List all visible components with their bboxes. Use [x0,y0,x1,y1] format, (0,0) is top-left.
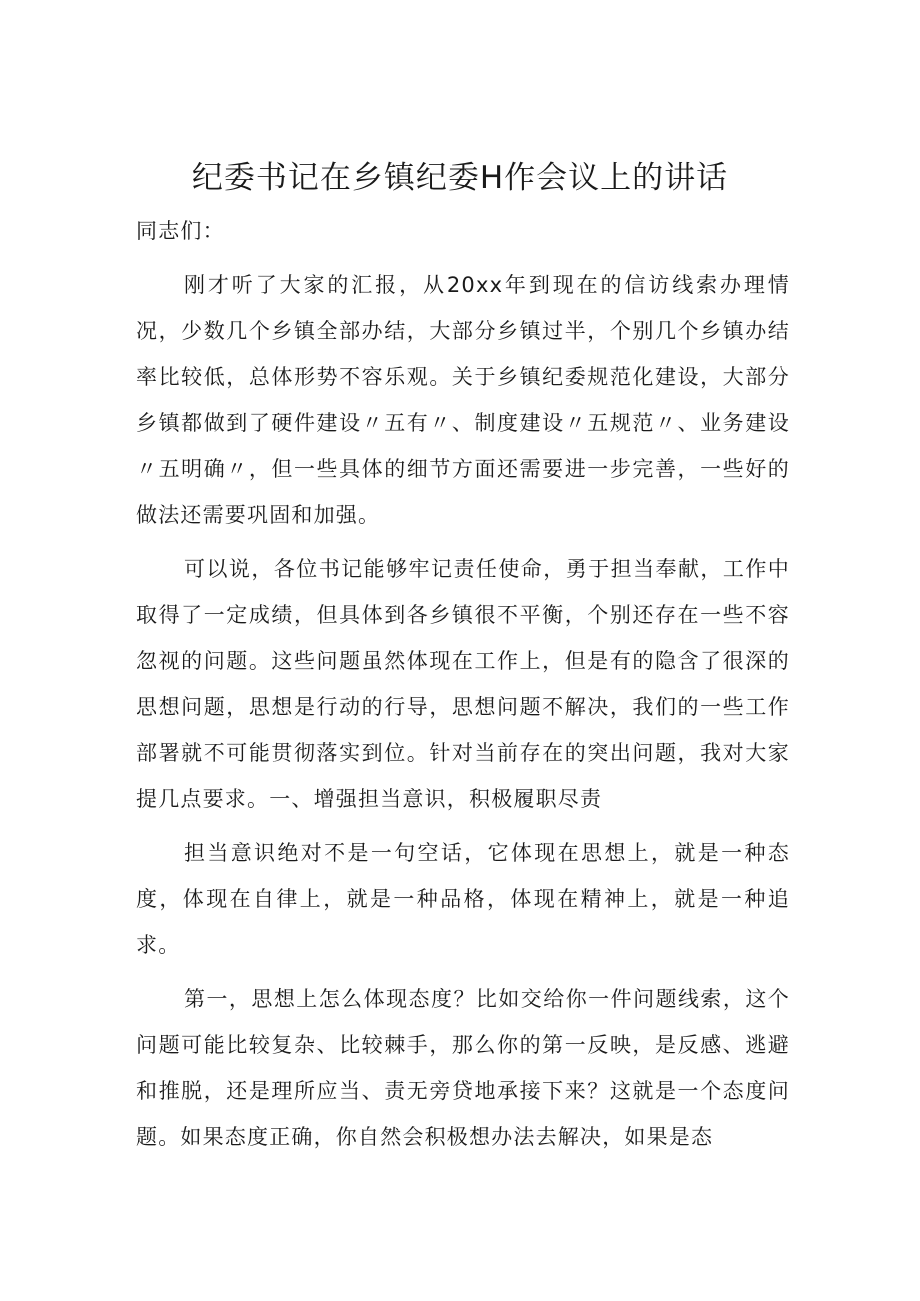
document-title: 纪委书记在乡镇纪委H作会议上的讲话 [191,160,729,196]
paragraph-2: 可以说，各位书记能够牢记责任使命，勇于担当奉献，工作中取得了一定成绩，但具体到各乡镇很不平衡，个别还存在一些不容忽视的问题。这些问题虽然体现在工作上，但是有的隐含了很深的思想问题，思想是行动的行导，思想问题不解决，我们的一些工作部署就不可能贯彻落实到位。针对当前存在的突出问题，我对大家提几点要求。一、增强担当意识，积极履职尽责 [136,557,790,811]
paragraph-1: 刚才听了大家的汇报，从20xx年到现在的信访线索办理情况，少数几个乡镇全部办结，大部分乡镇过半，个别几个乡镇办结率比较低，总体形势不容乐观。关于乡镇纪委规范化建设，大部分乡镇都做到了硬件建设〃五有〃、制度建设〃五规范〃、业务建设〃五明确〃，但一些具体的细节方面还需要进一步完善，一些好的做法还需要巩固和加强。 [136,273,790,527]
document-body [136,208,790,1160]
paragraph-4: 第一，思想上怎么体现态度？比如交给你一件问题线索，这个问题可能比较复杂、比较棘手，那么你的第一反映，是反感、逃避和推脱，还是理所应当、责无旁贷地承接下来？这就是一个态度问题。如果态度正确，你自然会积极想办法去解决，如果是态 [136,987,790,1149]
salutation: 同志们： [136,219,225,243]
paragraph-3: 担当意识绝对不是一句空话，它体现在思想上，就是一种态度，体现在自律上，就是一种品格，体现在精神上，就是一种追求。 [136,841,790,957]
